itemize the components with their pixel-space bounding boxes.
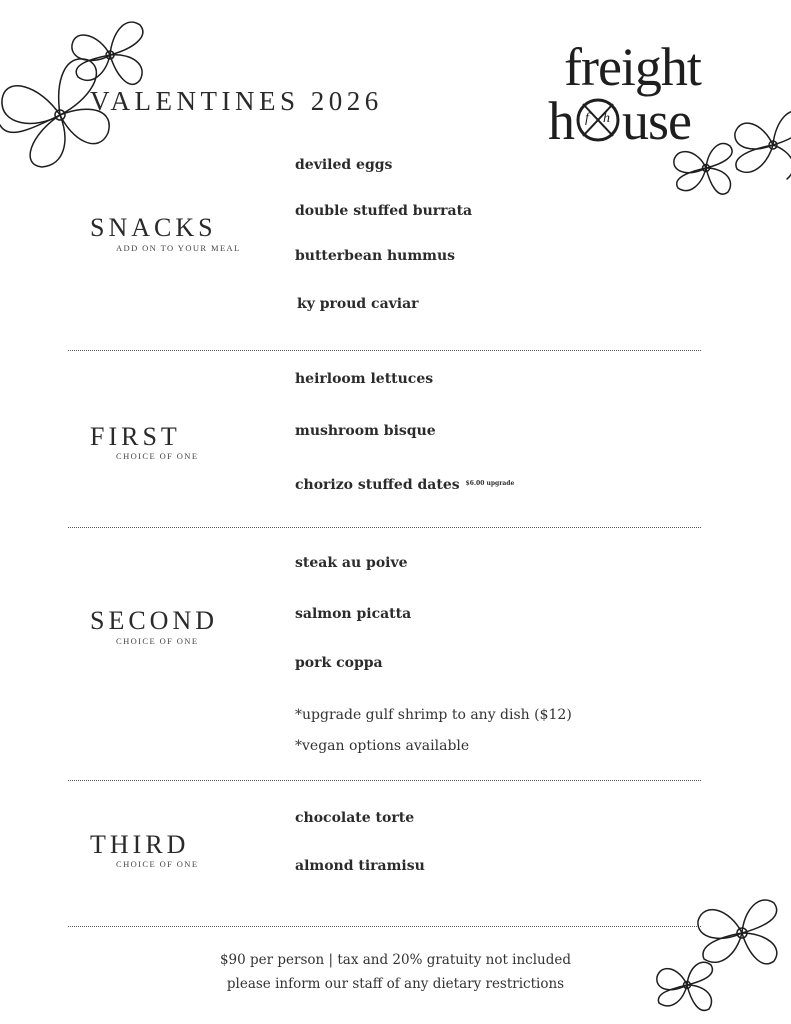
section-heading-second: SECOND: [90, 606, 219, 635]
price-and-gratuity-line: $90 per person | tax and 20% gratuity not included: [219, 952, 572, 968]
upgrade-price-note: $6.00 upgrade: [465, 480, 515, 487]
section-subtitle-third: CHOICE OF ONE: [116, 859, 199, 869]
logo-letter-h: h: [548, 91, 574, 151]
menu-item-mushroom-bisque: mushroom bisque: [295, 423, 436, 439]
section-divider: [68, 780, 701, 781]
section-subtitle-first: CHOICE OF ONE: [116, 451, 199, 461]
menu-item-heirloom-lettuces: heirloom lettuces: [295, 371, 434, 387]
section-divider: [68, 926, 701, 927]
section-heading-third: THIRD: [90, 830, 190, 859]
logo-badge-letter-left: f: [585, 111, 588, 126]
menu-item-chorizo-stuffed-dates: [295, 477, 514, 493]
section-heading-first: FIRST: [90, 422, 181, 451]
menu-item-steak-au-poive: steak au poive: [295, 555, 408, 571]
menu-item-deviled-eggs: deviled eggs: [295, 157, 393, 173]
section-subtitle-snacks: ADD ON TO YOUR MEAL: [116, 243, 241, 253]
menu-item-almond-tiramisu: almond tiramisu: [295, 858, 425, 874]
logo-word-top: freight: [564, 37, 701, 97]
menu-title: VALENTINES 2026: [90, 86, 383, 116]
logo-badge-letter-right: h: [603, 111, 609, 126]
section-subtitle-second: CHOICE OF ONE: [116, 636, 199, 646]
shrimp-upgrade-note: *upgrade gulf shrimp to any dish ($12): [295, 707, 572, 723]
section-divider: [68, 527, 701, 528]
dietary-restrictions-line: please inform our staff of any dietary restrictions: [226, 976, 565, 992]
menu-item-ky-proud-caviar: ky proud caviar: [297, 296, 419, 312]
menu-item-chocolate-torte: chocolate torte: [295, 810, 415, 826]
logo-word-rest: use: [622, 91, 691, 151]
menu-item-double-stuffed-burrata: double stuffed burrata: [295, 203, 473, 219]
flower-cluster-top-right-icon: [668, 100, 791, 205]
menu-item-chorizo-stuffed-dates-label: chorizo stuffed dates: [295, 477, 460, 493]
section-divider: [68, 350, 701, 351]
section-heading-snacks: SNACKS: [90, 213, 217, 242]
vegan-options-note: *vegan options available: [295, 738, 470, 754]
menu-item-butterbean-hummus: butterbean hummus: [295, 248, 456, 264]
logo-fork-knife-badge-icon: [575, 96, 621, 144]
menu-item-salmon-picatta: salmon picatta: [295, 606, 412, 622]
menu-item-pork-coppa: pork coppa: [295, 655, 383, 671]
